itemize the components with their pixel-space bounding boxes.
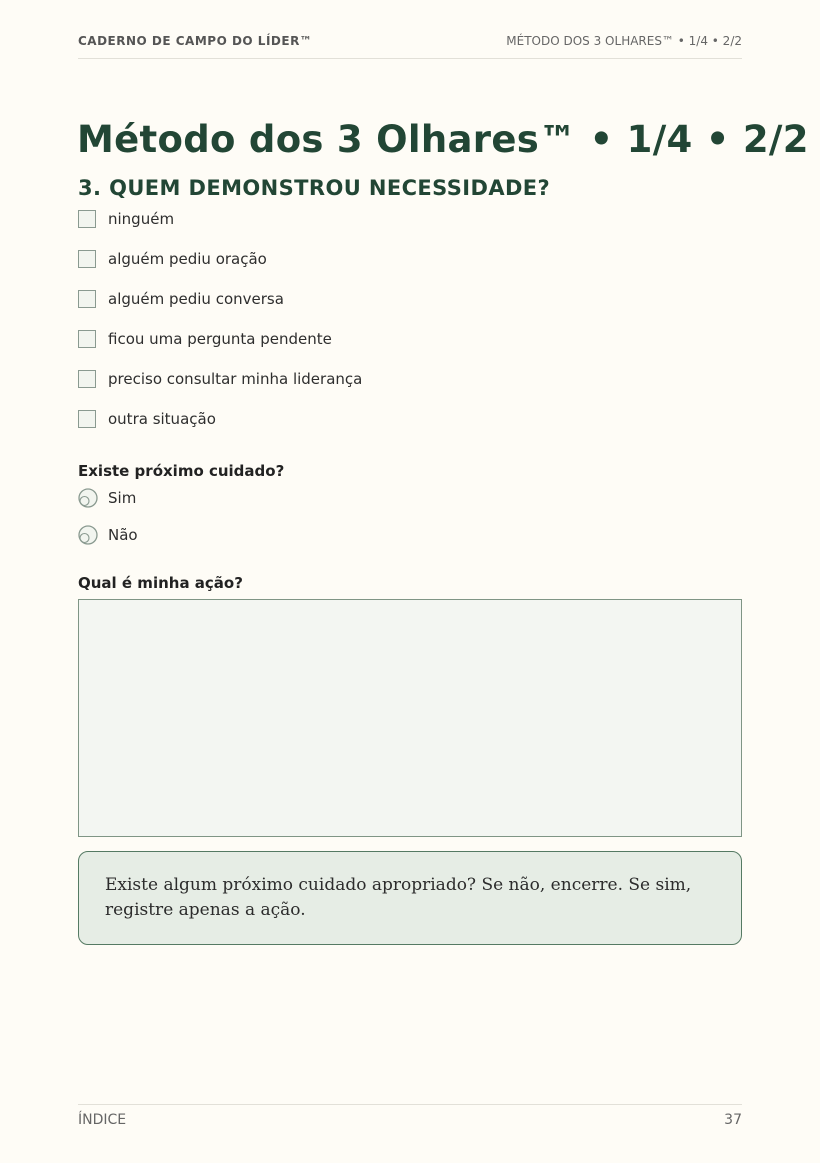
checklist-item-label: ficou uma pergunta pendente bbox=[108, 330, 332, 348]
page-footer bbox=[78, 1104, 742, 1135]
next-care-radio-group bbox=[78, 487, 138, 561]
checklist-item-label: outra situação bbox=[108, 410, 216, 428]
checklist-item[interactable] bbox=[78, 369, 362, 409]
page-number: 37 bbox=[724, 1112, 742, 1128]
checkbox[interactable] bbox=[78, 290, 96, 308]
checkbox[interactable] bbox=[78, 210, 96, 228]
header-book-title: CADERNO DE CAMPO DO LÍDER™ bbox=[78, 34, 313, 48]
checkbox[interactable] bbox=[78, 370, 96, 388]
index-link[interactable]: ÍNDICE bbox=[78, 1112, 127, 1128]
checkbox[interactable] bbox=[78, 410, 96, 428]
need-checklist bbox=[78, 209, 362, 449]
action-question: Qual é minha ação? bbox=[78, 574, 243, 592]
radio-option-yes[interactable] bbox=[78, 487, 138, 524]
radio-button[interactable] bbox=[78, 525, 98, 545]
radio-label: Sim bbox=[108, 489, 137, 507]
next-care-question: Existe próximo cuidado? bbox=[78, 462, 285, 480]
checklist-item[interactable] bbox=[78, 409, 362, 449]
checklist-item-label: preciso consultar minha liderança bbox=[108, 370, 363, 388]
header-section-title: MÉTODO DOS 3 OLHARES™ • 1/4 • 2/2 bbox=[506, 34, 742, 48]
tip-text: Existe algum próximo cuidado apropriado? Se não, encerre. Se sim, registre apenas a ação. bbox=[105, 875, 692, 920]
checklist-item[interactable] bbox=[78, 249, 362, 289]
checklist-item[interactable] bbox=[78, 329, 362, 369]
radio-option-no[interactable] bbox=[78, 524, 138, 561]
checkbox[interactable] bbox=[78, 250, 96, 268]
checkbox[interactable] bbox=[78, 330, 96, 348]
checklist-item-label: ninguém bbox=[108, 210, 175, 228]
page-title: Método dos 3 Olhares™ • 1/4 • 2/2 bbox=[77, 118, 809, 161]
page-header bbox=[78, 33, 742, 59]
radio-label: Não bbox=[108, 526, 138, 544]
checklist-item-label: alguém pediu oração bbox=[108, 250, 267, 268]
radio-button[interactable] bbox=[78, 488, 98, 508]
action-answer-field[interactable] bbox=[78, 599, 742, 837]
checklist-item[interactable] bbox=[78, 209, 362, 249]
checklist-item-label: alguém pediu conversa bbox=[108, 290, 284, 308]
tip-callout bbox=[78, 851, 742, 945]
checklist-item[interactable] bbox=[78, 289, 362, 329]
section-heading: 3. QUEM DEMONSTROU NECESSIDADE? bbox=[78, 176, 551, 200]
